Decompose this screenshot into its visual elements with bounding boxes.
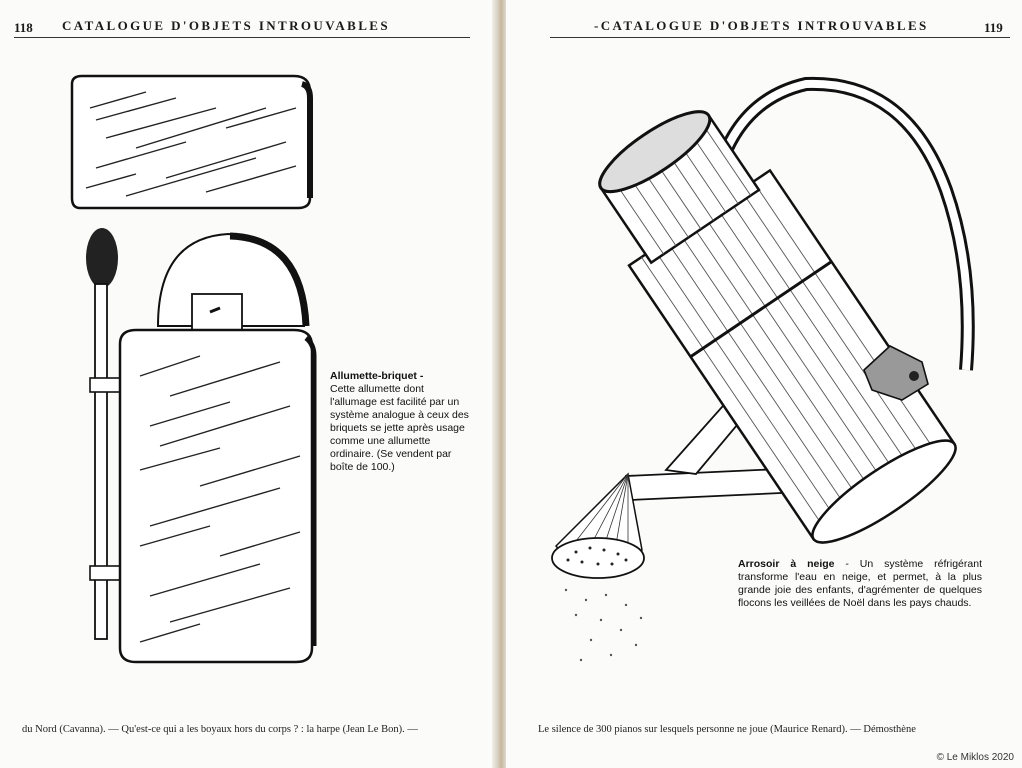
caption-body-allumette: Cette allumette dont l'allumage est facilité par un système analogue à ceux des briquets se jette après usage comme une allumette ordinaire. (Se vendent par boîte de 100.) [330,383,469,473]
running-head-right: -CATALOGUE D'OBJETS INTROUVABLES [594,18,929,33]
caption-title-allumette: Allumette-briquet - [330,370,424,382]
right-page [506,0,1022,768]
left-page [0,0,496,768]
match-lighter-illustration [80,226,320,671]
caption-arrosoir [738,558,982,610]
caption-title-arrosoir: Arrosoir à neige [738,558,835,570]
page-number-left: 118 [14,20,33,35]
caption-body-arrosoir: - Un système réfrigérant transforme l'eau en neige, et permet, à la plus grande joie des enfants, d'agrémenter de quelques flocons les veillées de Noël dans les pays chauds. [738,558,982,609]
footer-left: du Nord (Cavanna). — Qu'est-ce qui a les boyaux hors du corps ? : la harpe (Jean Le Bon). — [22,724,418,735]
running-head-left: CATALOGUE D'OBJETS INTROUVABLES [62,18,390,33]
copyright-notice: © Le Miklos 2020 [936,752,1014,763]
striker-lid-illustration [66,68,316,213]
caption-allumette [330,370,470,474]
head-rule-right [550,37,1010,38]
page-number-right: 119 [984,20,1003,35]
head-rule-left [14,37,470,38]
footer-right: Le silence de 300 pianos sur lesquels personne ne joue (Maurice Renard). — Démosthène [538,724,916,735]
